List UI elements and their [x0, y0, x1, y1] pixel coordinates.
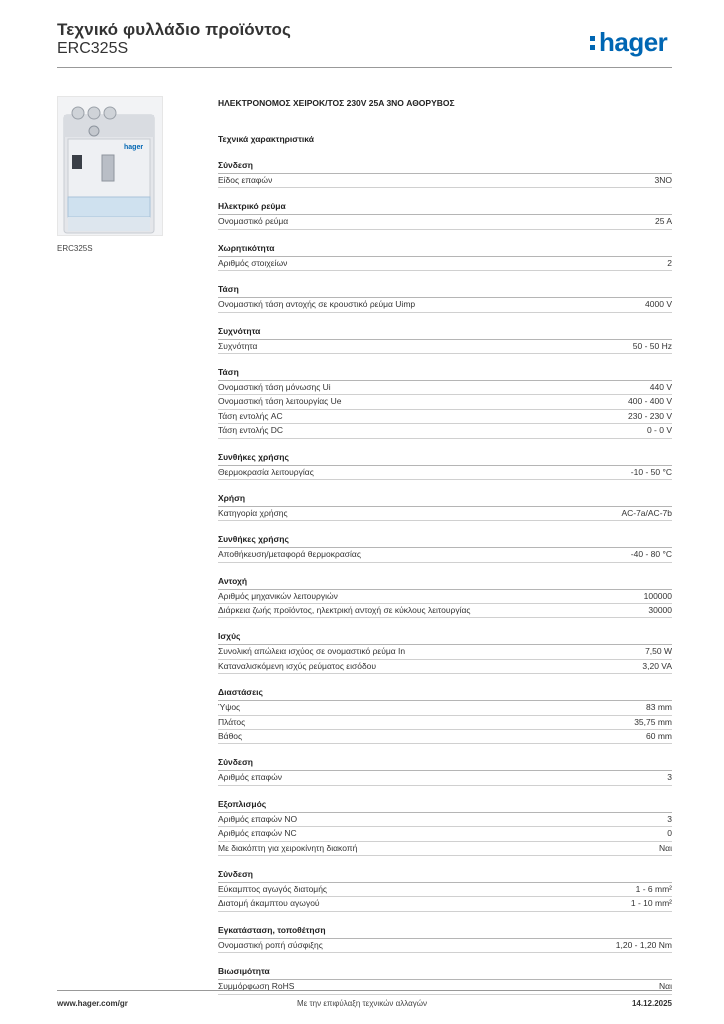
- spec-group-title: Αντοχή: [218, 574, 672, 590]
- spec-group: [218, 199, 672, 229]
- spec-group-title: Εξοπλισμός: [218, 797, 672, 813]
- spec-label: Αριθμός επαφών NO: [218, 813, 298, 824]
- product-image: [57, 96, 163, 236]
- spec-row: [218, 604, 672, 618]
- hager-logo: [590, 27, 667, 58]
- spec-row: [218, 174, 672, 188]
- spec-value: 3,20 VA: [642, 660, 672, 671]
- spec-group: [218, 574, 672, 619]
- tech-section-title: Τεχνικά χαρακτηριστικά: [218, 134, 314, 144]
- spec-group-title: Χωρητικότητα: [218, 241, 672, 257]
- spec-group-title: Ισχύς: [218, 629, 672, 645]
- spec-value: 230 - 230 V: [628, 410, 672, 421]
- spec-row: [218, 771, 672, 785]
- spec-row: [218, 340, 672, 354]
- spec-value: AC-7a/AC-7b: [621, 507, 672, 518]
- spec-label: Ονομαστική τάση μόνωσης Ui: [218, 381, 331, 392]
- spec-row: [218, 842, 672, 856]
- spec-label: Συμμόρφωση RoHS: [218, 981, 295, 992]
- spec-group-title: Σύνδεση: [218, 158, 672, 174]
- spec-row: [218, 590, 672, 604]
- spec-row: [218, 827, 672, 841]
- spec-group: [218, 797, 672, 856]
- spec-label: Αριθμός μηχανικών λειτουργιών: [218, 590, 338, 601]
- spec-row: [218, 548, 672, 562]
- image-logo: hager: [124, 144, 144, 151]
- spec-value: 2: [667, 257, 672, 268]
- spec-row: [218, 939, 672, 953]
- spec-label: Συχνότητα: [218, 340, 258, 351]
- footer-website-link[interactable]: www.hager.com/gr: [57, 999, 128, 1008]
- spec-value: 100000: [643, 590, 672, 601]
- page-title: Τεχνικό φυλλάδιο προϊόντος: [57, 20, 291, 39]
- logo-dots-icon: [590, 34, 596, 52]
- spec-row: [218, 660, 672, 674]
- spec-row: [218, 507, 672, 521]
- spec-row: [218, 424, 672, 438]
- spec-label: Με διακόπτη για χειροκίνητη διακοπή: [218, 842, 358, 853]
- spec-group: [218, 365, 672, 439]
- spec-value: 35,75 mm: [634, 716, 672, 727]
- spec-label: Ονομαστική ροπή σύσφιξης: [218, 939, 323, 950]
- spec-row: [218, 730, 672, 744]
- spec-label: Τάση εντολής DC: [218, 425, 284, 436]
- spec-label: Κατηγορία χρήσης: [218, 507, 288, 518]
- spec-value: 50 - 50 Hz: [632, 340, 672, 351]
- spec-label: Συνολική απώλεια ισχύος σε ονομαστικό ρεύμα In: [218, 646, 406, 657]
- spec-content: [218, 96, 672, 995]
- spec-label: Είδος επαφών: [218, 175, 273, 185]
- spec-row: [218, 980, 672, 994]
- spec-row: [218, 466, 672, 480]
- spec-label: Ονομαστικό ρεύμα: [218, 216, 289, 227]
- spec-value: 400 - 400 V: [628, 396, 672, 407]
- image-caption: ERC325S: [57, 244, 93, 253]
- spec-value: 30000: [648, 605, 672, 616]
- spec-row: [218, 645, 672, 659]
- spec-group: [218, 491, 672, 521]
- product-code: ERC325S: [57, 40, 129, 57]
- footer-divider: [57, 990, 672, 991]
- spec-group-title: Χρήση: [218, 491, 672, 507]
- spec-value: 1,20 - 1,20 Nm: [615, 939, 672, 950]
- spec-row: [218, 813, 672, 827]
- spec-value: 7,50 W: [645, 646, 672, 657]
- spec-row: [218, 716, 672, 730]
- spec-value: Ναι: [659, 981, 672, 992]
- spec-row: [218, 897, 672, 911]
- spec-group-title: Συνθήκες χρήσης: [218, 450, 672, 466]
- spec-group: [218, 450, 672, 480]
- spec-value: -40 - 80 °C: [630, 549, 672, 560]
- spec-group: [218, 158, 672, 188]
- spec-value: 3NO: [654, 175, 672, 185]
- spec-value: 1 - 6 mm²: [635, 883, 672, 894]
- spec-value: 60 mm: [646, 731, 672, 742]
- spec-value: 0 - 0 V: [646, 425, 672, 436]
- spec-value: 0: [667, 828, 672, 839]
- spec-label: Αριθμός επαφών NC: [218, 828, 297, 839]
- spec-group: [218, 324, 672, 354]
- spec-value: 3: [667, 813, 672, 824]
- footer-notice: Με την επιφύλαξη τεχνικών αλλαγών: [297, 999, 427, 1008]
- spec-group: [218, 241, 672, 271]
- spec-label: Διατομή άκαμπτου αγωγού: [218, 898, 320, 909]
- spec-row: [218, 883, 672, 897]
- spec-label: Αριθμός στοιχείων: [218, 257, 288, 268]
- spec-value: -10 - 50 °C: [630, 466, 672, 477]
- header-divider: [57, 67, 672, 68]
- spec-label: Θερμοκρασία λειτουργίας: [218, 466, 314, 477]
- spec-label: Αριθμός επαφών: [218, 772, 283, 783]
- spec-group-title: Συνθήκες χρήσης: [218, 532, 672, 548]
- footer-date: 14.12.2025: [631, 999, 672, 1008]
- product-name: ΗΛΕΚΤΡΟΝΟΜΟΣ ΧΕΙΡΟΚ/ΤΟΣ 230V 25A 3NO ΑΘΟΡΥΒΟΣ: [218, 98, 455, 108]
- spec-group-title: Εγκατάσταση, τοποθέτηση: [218, 923, 672, 939]
- spec-group: [218, 532, 672, 562]
- spec-value: Ναι: [659, 842, 672, 853]
- spec-group-title: Τάση: [218, 365, 672, 381]
- spec-group-title: Σύνδεση: [218, 867, 672, 883]
- spec-group-title: Διαστάσεις: [218, 685, 672, 701]
- spec-group: [218, 685, 672, 744]
- spec-value: 83 mm: [646, 702, 672, 713]
- spec-row: [218, 701, 672, 715]
- spec-label: Αποθήκευση/μεταφορά θερμοκρασίας: [218, 549, 361, 560]
- spec-row: [218, 257, 672, 271]
- spec-group: [218, 867, 672, 912]
- spec-label: Τάση εντολής AC: [218, 410, 283, 421]
- spec-label: Βάθος: [218, 731, 243, 742]
- spec-group-title: Τάση: [218, 282, 672, 298]
- spec-row: [218, 215, 672, 229]
- spec-group: [218, 923, 672, 953]
- spec-value: 440 V: [649, 381, 672, 392]
- spec-label: Ύψος: [218, 702, 241, 713]
- spec-label: Εύκαμπτος αγωγός διατομής: [218, 883, 328, 894]
- spec-group-title: Ηλεκτρικό ρεύμα: [218, 199, 672, 215]
- spec-row: [218, 410, 672, 424]
- spec-value: 1 - 10 mm²: [630, 898, 672, 909]
- spec-row: [218, 395, 672, 409]
- contactor-illustration: [58, 97, 162, 235]
- spec-group: [218, 755, 672, 785]
- spec-group: [218, 629, 672, 674]
- spec-value: 25 A: [654, 216, 672, 227]
- spec-label: Πλάτος: [218, 716, 246, 727]
- spec-group-title: Σύνδεση: [218, 755, 672, 771]
- spec-group-title: Συχνότητα: [218, 324, 672, 340]
- spec-label: Ονομαστική τάση αντοχής σε κρουστικό ρεύμα Uimp: [218, 299, 416, 310]
- spec-group: [218, 282, 672, 312]
- spec-label: Ονομαστική τάση λειτουργίας Ue: [218, 396, 342, 407]
- logo-text: hager: [599, 27, 668, 57]
- spec-row: [218, 381, 672, 395]
- spec-label: Διάρκεια ζωής προϊόντος, ηλεκτρική αντοχή σε κύκλους λειτουργίας: [218, 605, 471, 616]
- spec-value: 3: [667, 772, 672, 783]
- spec-value: 4000 V: [645, 299, 672, 310]
- spec-group-title: Βιωσιμότητα: [218, 964, 672, 980]
- spec-row: [218, 298, 672, 312]
- spec-groups: [218, 158, 672, 995]
- spec-label: Καταναλισκόμενη ισχύς ρεύματος εισόδου: [218, 660, 377, 671]
